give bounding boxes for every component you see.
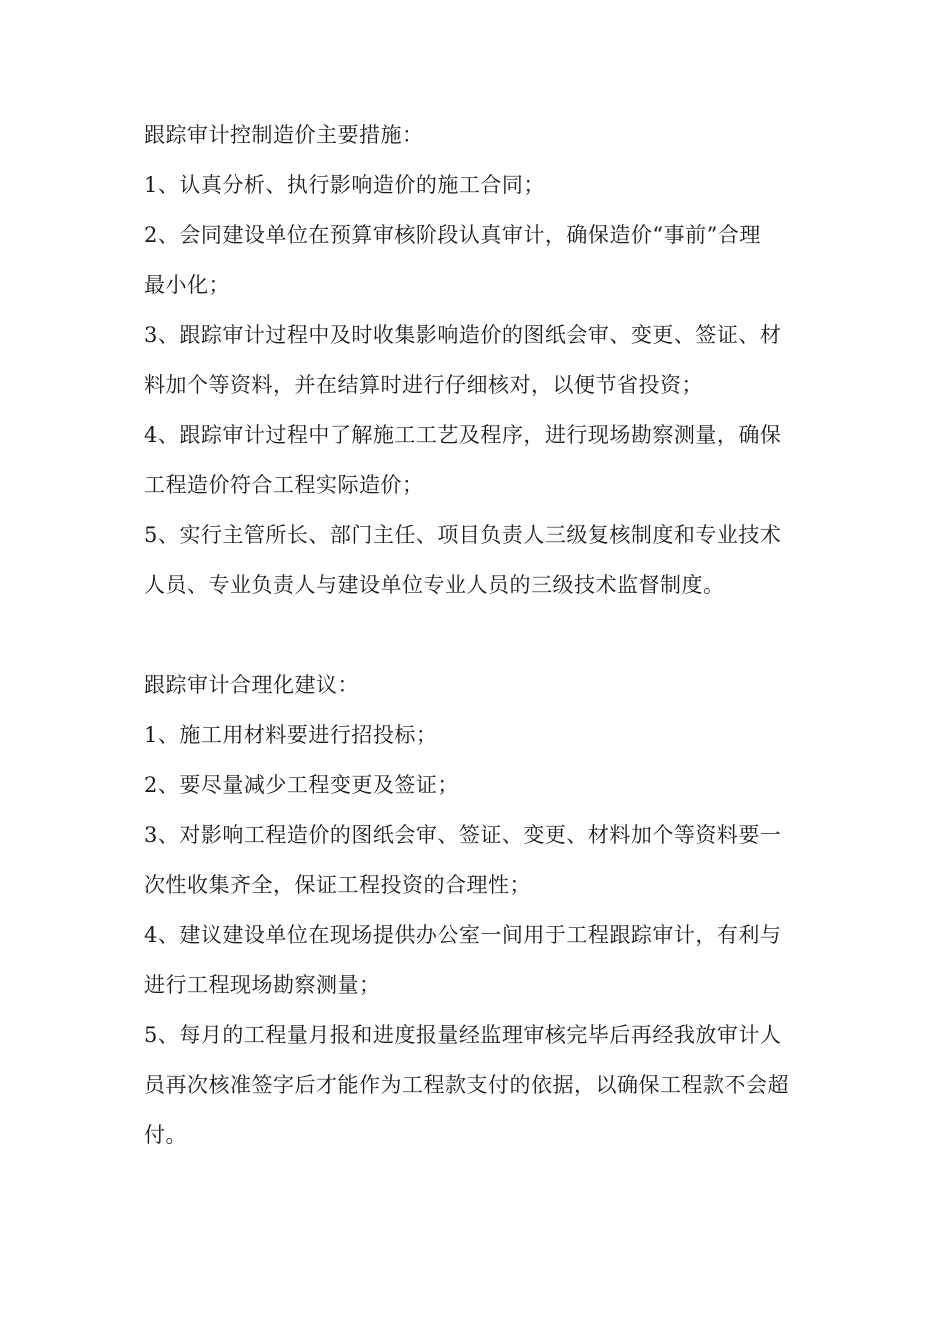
paragraph-line: 5、实行主管所长、部门主任、项目负责人三级复核制度和专业技术: [144, 523, 782, 547]
paragraph-line: 付。: [144, 1123, 187, 1147]
paragraph-line: 4、建议建设单位在现场提供办公室一间用于工程跟踪审计，有利与: [144, 923, 782, 947]
paragraph-line: 员再次核准签字后才能作为工程款支付的依据，以确保工程款不会超: [144, 1073, 789, 1097]
paragraph-line: 进行工程现场勘察测量；: [144, 973, 381, 997]
paragraph-line: 人员、专业负责人与建设单位专业人员的三级技术监督制度。: [144, 573, 725, 597]
section-heading-measures: 跟踪审计控制造价主要措施：: [144, 123, 424, 147]
paragraph-line: 2、要尽量减少工程变更及签证；: [144, 773, 459, 797]
paragraph-line: 工程造价符合工程实际造价；: [144, 473, 424, 497]
paragraph-line: 1、认真分析、执行影响造价的施工合同；: [144, 173, 545, 197]
paragraph-line: 2、会同建设单位在预算审核阶段认真审计，确保造价“事前”合理: [144, 223, 761, 247]
section-heading-suggestions: 跟踪审计合理化建议：: [144, 673, 359, 697]
paragraph-line: 料加个等资料，并在结算时进行仔细核对，以便节省投资；: [144, 373, 703, 397]
paragraph-line: 次性收集齐全，保证工程投资的合理性；: [144, 873, 531, 897]
paragraph-line: 3、对影响工程造价的图纸会审、签证、变更、材料加个等资料要一: [144, 823, 782, 847]
paragraph-line: 最小化；: [144, 273, 230, 297]
paragraph-line: 1、施工用材料要进行招投标；: [144, 723, 438, 747]
paragraph-line: 3、跟踪审计过程中及时收集影响造价的图纸会审、变更、签证、材: [144, 323, 782, 347]
paragraph-line: 5、每月的工程量月报和进度报量经监理审核完毕后再经我放审计人: [144, 1023, 782, 1047]
paragraph-line: 4、跟踪审计过程中了解施工工艺及程序，进行现场勘察测量，确保: [144, 423, 782, 447]
